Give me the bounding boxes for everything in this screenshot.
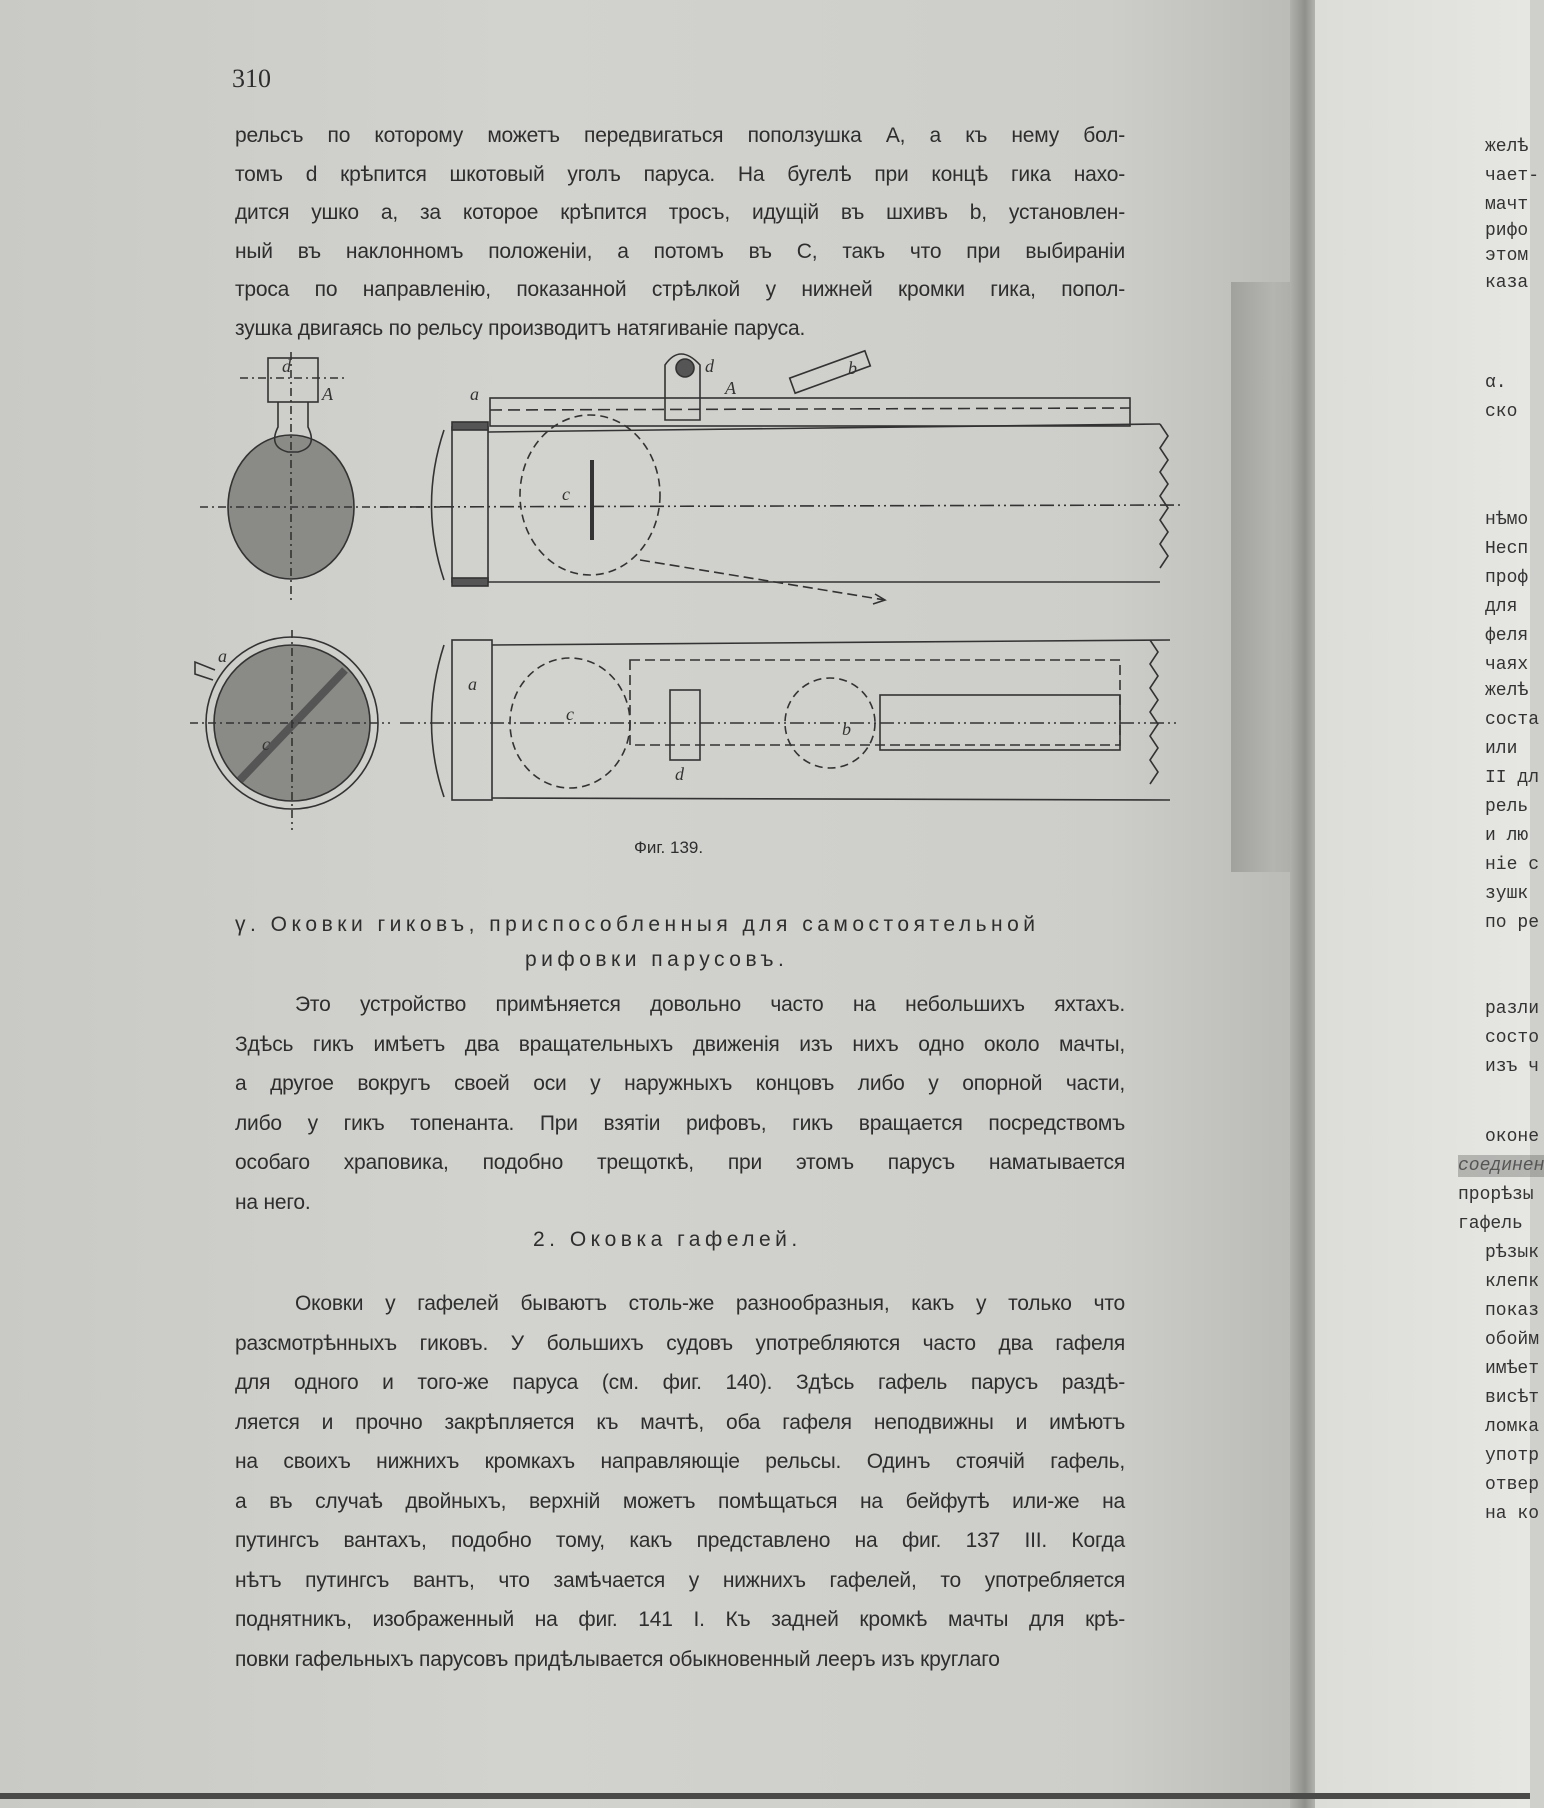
right-page-line: зушк (1485, 884, 1529, 904)
right-page-line: гафель (1458, 1214, 1523, 1234)
label-A-top-right: A (725, 378, 736, 398)
text-line: путингсъ вантахъ, подобно тому, какъ представлено на фиг. 137 III. Когда (235, 1529, 1125, 1552)
right-page-line: отвер (1485, 1475, 1540, 1495)
label-A-top-left: A (322, 384, 333, 404)
label-a-bottom: a (468, 674, 477, 694)
label-a-top: a (470, 384, 479, 404)
label-c-top: c (562, 484, 570, 504)
right-page-line: изъ ч (1485, 1057, 1540, 1077)
right-page-line: феля (1485, 626, 1529, 646)
page-number: 310 (232, 64, 271, 93)
right-page-line: на ко (1485, 1504, 1540, 1524)
right-page-line: прорѣзы (1458, 1185, 1534, 1205)
text-line: на своихъ нижнихъ кромкахъ направляющіе рельсы. Одинъ стоячій гафель, (235, 1450, 1125, 1473)
right-page-line: рѣзык (1485, 1243, 1540, 1263)
right-page-line: α. (1485, 373, 1507, 393)
right-page-line: для (1485, 597, 1518, 617)
right-page-line: желѣ (1485, 137, 1529, 157)
right-page-line: клепк (1485, 1272, 1540, 1292)
right-page-line: чает- (1485, 166, 1540, 186)
right-page-line: имѣет (1485, 1359, 1540, 1379)
text-line: рельсъ по которому можетъ передвигаться поползушка A, а къ нему бол- (235, 124, 1125, 147)
scan-edge (0, 1793, 1530, 1799)
text-line: троса по направленію, показанной стрѣлкой у нижней кромки гика, попол- (235, 278, 1125, 301)
right-page-line: оконе (1485, 1127, 1540, 1147)
right-page-line: по ре (1485, 913, 1540, 933)
text-line: нѣтъ путингсъ вантъ, что замѣчается у нижнихъ гафелей, то употребляется (235, 1568, 1125, 1592)
text-line: а другое вокругъ своей оси у наружныхъ концовъ либо у опорной части, (235, 1072, 1125, 1095)
label-c-bottom: c (566, 704, 574, 724)
text-line: на него. (235, 1190, 311, 1214)
right-page-line: рифо (1485, 221, 1529, 241)
boom-side-view (380, 351, 1180, 604)
right-page-line: проф (1485, 568, 1529, 588)
section-2-title: 2. Оковка гафелей. (533, 1228, 802, 1251)
text-line: разсмотрѣнныхъ гиковъ. У большихъ судовъ употребляются часто два гафеля (235, 1331, 1125, 1355)
right-page-line: рель (1485, 797, 1529, 817)
right-page-line: висѣт (1485, 1388, 1540, 1408)
right-page-line: этом (1485, 246, 1529, 266)
section-gamma-title-line2: рифовки парусовъ. (525, 948, 789, 971)
text-line: для одного и того-же паруса (см. фиг. 140). Здѣсь гафель парусъ раздѣ- (235, 1371, 1125, 1394)
right-page-line: соста (1485, 710, 1540, 730)
label-a-bottom-left: a (218, 646, 227, 666)
text-line: либо у гикъ топенанта. При взятіи рифовъ, гикъ вращается посредствомъ (235, 1111, 1125, 1135)
text-line: зушка двигаясь по рельсу производитъ натягиваніе паруса. (235, 316, 806, 340)
right-page-line: ско (1485, 402, 1518, 422)
boom-section-top (200, 352, 440, 600)
label-b-bottom: b (842, 719, 851, 739)
text-line: томъ d крѣпится шкотовый уголъ паруса. На бугелѣ при концѣ гика нахо- (235, 162, 1125, 186)
boom-plan-view (400, 640, 1180, 800)
text-line: дится ушко a, за которое крѣпится тросъ, идущій въ шхивъ b, установлен- (235, 201, 1125, 224)
text-line: ный въ наклонномъ положеніи, а потомъ въ C, такъ что при выбираніи (235, 239, 1125, 263)
right-page-line: или (1485, 739, 1518, 759)
right-page-line: мачт (1485, 195, 1529, 215)
right-page-line: показ (1485, 1301, 1540, 1321)
right-page-line: соединен (1458, 1156, 1544, 1176)
section-gamma-title-line1: γ. Оковки гиковъ, приспособленныя для самостоятельной (235, 913, 1040, 936)
label-c-bottom-left: c (262, 734, 270, 754)
text-line: повки гафельныхъ парусовъ придѣлывается обыкновенный лееръ изъ круглаго (235, 1647, 1000, 1671)
right-page-line: ніе с (1485, 855, 1540, 875)
text-line: Это устройство примѣняется довольно часто на небольшихъ яхтахъ. (295, 993, 1125, 1016)
right-page-line: II дл (1485, 768, 1540, 788)
right-page-line: разли (1485, 999, 1540, 1019)
right-page-line: и лю (1485, 826, 1529, 846)
text-line: особаго храповика, подобно трещоткѣ, при этомъ парусъ наматывается (235, 1151, 1125, 1174)
right-page-line: состо (1485, 1028, 1540, 1048)
text-line: ляется и прочно закрѣпляется къ мачтѣ, оба гафеля неподвижны и имѣютъ (235, 1410, 1125, 1434)
text-line: поднятникъ, изображенный на фиг. 141 I. Къ задней кромкѣ мачты для крѣ- (235, 1608, 1125, 1631)
direction-arrow (640, 560, 885, 600)
text-line: Здѣсь гикъ имѣетъ два вращательныхъ движенія изъ нихъ одно около мачты, (235, 1032, 1125, 1056)
right-page-line: Несп (1485, 539, 1529, 559)
label-d-top-left: d (282, 356, 291, 376)
right-page-line: желѣ (1485, 681, 1529, 701)
right-page-line: каза (1485, 273, 1529, 293)
figure-139-drawing (0, 0, 1305, 840)
label-b-top: b (848, 358, 857, 378)
sheave-b (790, 351, 871, 393)
label-d-top-right: d (705, 356, 714, 376)
right-page-line: ломка (1485, 1417, 1540, 1437)
label-d-bottom: d (675, 764, 684, 784)
right-page-line: обойм (1485, 1330, 1540, 1350)
right-page-line: нѣмо (1485, 510, 1529, 530)
right-page-line: употр (1485, 1446, 1540, 1466)
text-line: а въ случаѣ двойныхъ, верхній можетъ помѣщаться на бейфутѣ или-же на (235, 1489, 1125, 1513)
right-page-line: чаях (1485, 655, 1529, 675)
shackle (268, 358, 318, 402)
figure-caption: Фиг. 139. (634, 838, 704, 857)
text-line: Оковки у гафелей бываютъ столь-же разнообразныя, какъ у только что (295, 1292, 1125, 1315)
